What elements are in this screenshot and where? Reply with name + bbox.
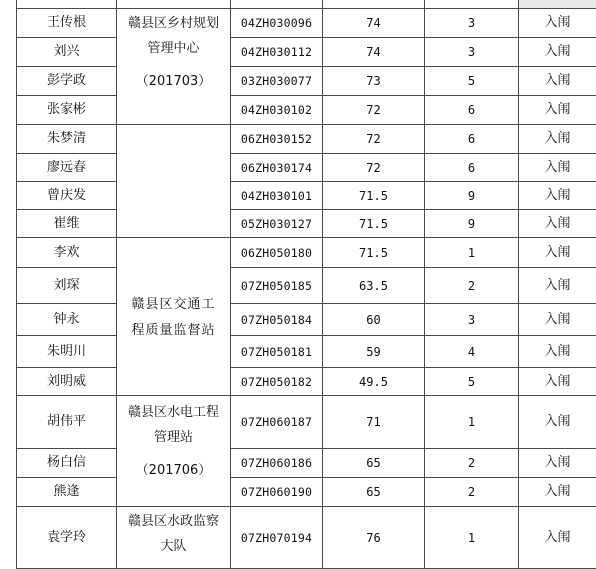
code-cell: 07ZH050185 xyxy=(231,268,323,304)
score-cell: 65 xyxy=(323,478,425,507)
code-cell: 07ZH060190 xyxy=(231,478,323,507)
name-cell: 袁学玲 xyxy=(17,507,117,569)
name-cell: 曾庆发 xyxy=(17,182,117,210)
code-cell: 06ZH030152 xyxy=(231,125,323,154)
result-cell: 入闱 xyxy=(519,449,596,478)
result-cell: 入闱 xyxy=(519,396,596,449)
code-cell: 04ZH030112 xyxy=(231,38,323,67)
name-cell: 张家彬 xyxy=(17,96,117,125)
table-row xyxy=(17,449,596,478)
code-cell: 07ZH050184 xyxy=(231,304,323,336)
score-cell xyxy=(323,0,425,9)
table-row xyxy=(17,125,596,154)
results-table xyxy=(16,0,596,569)
name-cell: 杨白信 xyxy=(17,449,117,478)
table-row xyxy=(17,336,596,368)
score-cell: 71.5 xyxy=(323,238,425,268)
score-cell: 73 xyxy=(323,67,425,96)
unit-name: 赣县区乡村规划管理中心 xyxy=(117,11,230,61)
rank-cell: 1 xyxy=(425,238,519,268)
result-cell: 入闱 xyxy=(519,336,596,368)
name-cell: 胡伟平 xyxy=(17,396,117,449)
result-cell: 入闱 xyxy=(519,125,596,154)
rank-cell: 2 xyxy=(425,478,519,507)
table-row xyxy=(17,182,596,210)
result-cell: 入闱 xyxy=(519,507,596,569)
unit-cell-hydropower xyxy=(117,396,231,507)
unit-cell-transport xyxy=(117,238,231,396)
score-cell: 71.5 xyxy=(323,210,425,238)
table-row xyxy=(17,396,596,449)
unit-cell-water-admin xyxy=(117,507,231,569)
unit-cell-rural-planning xyxy=(117,9,231,125)
result-cell: 入闱 xyxy=(519,304,596,336)
table-row xyxy=(17,304,596,336)
score-cell: 49.5 xyxy=(323,368,425,396)
result-cell: 入闱 xyxy=(519,210,596,238)
code-cell xyxy=(231,0,323,9)
name-cell: 李欢 xyxy=(17,238,117,268)
rank-cell: 2 xyxy=(425,268,519,304)
name-cell: 刘明威 xyxy=(17,368,117,396)
rank-cell: 9 xyxy=(425,210,519,238)
score-cell: 74 xyxy=(323,38,425,67)
score-cell: 60 xyxy=(323,304,425,336)
name-cell: 崔维 xyxy=(17,210,117,238)
name-cell: 王传根 xyxy=(17,9,117,38)
code-cell: 04ZH030101 xyxy=(231,182,323,210)
name-cell: 钟永 xyxy=(17,304,117,336)
table-row xyxy=(17,368,596,396)
score-cell: 72 xyxy=(323,125,425,154)
table-row xyxy=(17,67,596,96)
unit-name: 赣县区水电工程管理站 xyxy=(117,400,230,450)
code-cell: 07ZH060186 xyxy=(231,449,323,478)
score-cell: 63.5 xyxy=(323,268,425,304)
name-cell: 刘琛 xyxy=(17,268,117,304)
name-cell: 刘兴 xyxy=(17,38,117,67)
code-cell: 06ZH050180 xyxy=(231,238,323,268)
score-cell: 71.5 xyxy=(323,182,425,210)
result-cell: 入闱 xyxy=(519,9,596,38)
result-cell: 入闱 xyxy=(519,96,596,125)
rank-cell xyxy=(425,0,519,9)
result-cell: 入闱 xyxy=(519,238,596,268)
score-cell: 71 xyxy=(323,396,425,449)
score-cell: 65 xyxy=(323,449,425,478)
rank-cell: 4 xyxy=(425,336,519,368)
score-cell: 76 xyxy=(323,507,425,569)
unit-cell xyxy=(117,0,231,9)
name-cell: 熊逢 xyxy=(17,478,117,507)
rank-cell: 6 xyxy=(425,96,519,125)
name-cell: 廖远春 xyxy=(17,154,117,182)
name-cell: 朱明川 xyxy=(17,336,117,368)
unit-name: 赣县区交通工程质量监督站 xyxy=(117,292,230,344)
code-cell: 04ZH030096 xyxy=(231,9,323,38)
code-cell: 07ZH050181 xyxy=(231,336,323,368)
table-row xyxy=(17,268,596,304)
code-cell: 06ZH030174 xyxy=(231,154,323,182)
table-row xyxy=(17,210,596,238)
name-cell xyxy=(17,0,117,9)
unit-code: （201703） xyxy=(117,69,230,94)
result-cell: 入闱 xyxy=(519,368,596,396)
result-cell: 入闱 xyxy=(519,478,596,507)
unit-name: 赣县区水政监察大队 xyxy=(117,509,230,559)
code-cell: 03ZH030077 xyxy=(231,67,323,96)
table-row xyxy=(17,507,596,569)
score-cell: 74 xyxy=(323,9,425,38)
table-row xyxy=(17,9,596,38)
result-cell: 入闱 xyxy=(519,67,596,96)
result-cell: 入闱 xyxy=(519,154,596,182)
score-cell: 72 xyxy=(323,96,425,125)
rank-cell: 6 xyxy=(425,125,519,154)
rank-cell: 5 xyxy=(425,368,519,396)
rank-cell: 3 xyxy=(425,38,519,67)
result-cell: 入闱 xyxy=(519,182,596,210)
table-row xyxy=(17,0,596,9)
result-cell: 入闱 xyxy=(519,38,596,67)
code-cell: 04ZH030102 xyxy=(231,96,323,125)
table-row xyxy=(17,38,596,67)
name-cell: 朱梦清 xyxy=(17,125,117,154)
rank-cell: 3 xyxy=(425,304,519,336)
score-cell: 72 xyxy=(323,154,425,182)
rank-cell: 6 xyxy=(425,154,519,182)
table-row xyxy=(17,238,596,268)
rank-cell: 3 xyxy=(425,9,519,38)
code-cell: 07ZH070194 xyxy=(231,507,323,569)
rank-cell: 5 xyxy=(425,67,519,96)
name-cell: 彭学政 xyxy=(17,67,117,96)
table-row xyxy=(17,96,596,125)
code-cell: 05ZH030127 xyxy=(231,210,323,238)
unit-cell-empty xyxy=(117,125,231,238)
code-cell: 07ZH060187 xyxy=(231,396,323,449)
result-cell: 入闱 xyxy=(519,268,596,304)
rank-cell: 2 xyxy=(425,449,519,478)
unit-code: （201706） xyxy=(117,458,230,483)
table-row xyxy=(17,478,596,507)
rank-cell: 1 xyxy=(425,507,519,569)
score-cell: 59 xyxy=(323,336,425,368)
table-row xyxy=(17,154,596,182)
result-cell xyxy=(519,0,596,9)
rank-cell: 9 xyxy=(425,182,519,210)
rank-cell: 1 xyxy=(425,396,519,449)
code-cell: 07ZH050182 xyxy=(231,368,323,396)
